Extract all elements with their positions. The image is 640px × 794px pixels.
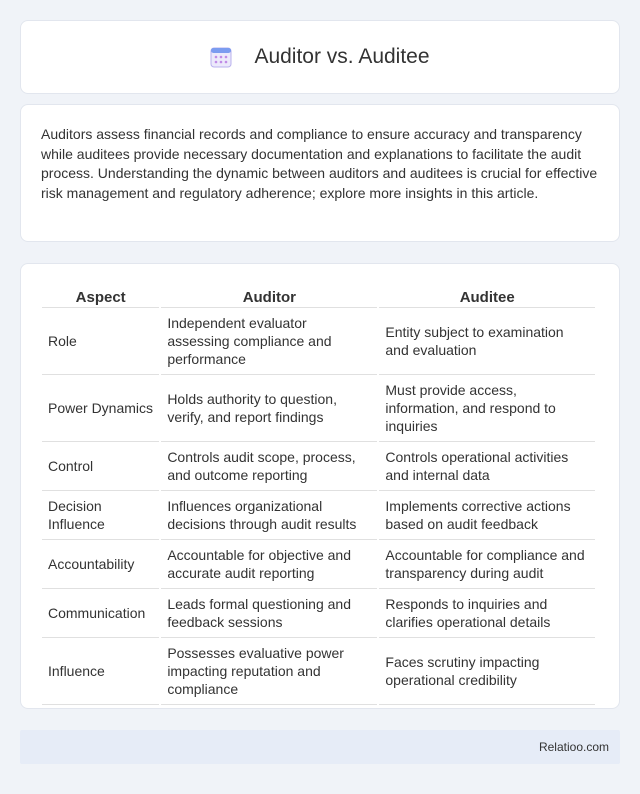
calendar-icon <box>210 46 232 68</box>
table-header-row <box>42 284 595 308</box>
cell-aspect: Decision Influence <box>42 491 159 540</box>
cell-auditee: Controls operational activities and internal data <box>379 442 595 491</box>
table-row <box>42 308 595 375</box>
footer-site: Relatioo.com <box>538 740 609 754</box>
comparison-table <box>40 284 597 705</box>
cell-aspect: Influence <box>42 638 159 705</box>
cell-auditor: Possesses evaluative power impacting reputation and compliance <box>161 638 377 705</box>
cell-auditee: Accountable for compliance and transparency during audit <box>379 540 595 589</box>
cell-auditee: Faces scrutiny impacting operational credibility <box>379 638 595 705</box>
page-title: Auditor vs. Auditee <box>254 45 430 68</box>
cell-auditee: Responds to inquiries and clarifies operational details <box>379 589 595 638</box>
cell-aspect: Accountability <box>42 540 159 589</box>
cell-aspect: Control <box>42 442 159 491</box>
cell-aspect: Power Dynamics <box>42 375 159 442</box>
intro-text: Auditors assess financial records and compliance to ensure accuracy and transparency while auditees provide necessary documentation and explanations to facilitate the audit process. Understanding the dynamic between auditors and auditees is crucial for effective risk management and regulatory adherence; explore more insights in this article. <box>41 126 598 201</box>
cell-auditee: Entity subject to examination and evaluation <box>379 308 595 375</box>
cell-aspect: Communication <box>42 589 159 638</box>
table-row <box>42 540 595 589</box>
cell-auditor: Leads formal questioning and feedback sessions <box>161 589 377 638</box>
table-row <box>42 589 595 638</box>
cell-auditor: Controls audit scope, process, and outcome reporting <box>161 442 377 491</box>
table-row <box>42 491 595 540</box>
table-row <box>42 442 595 491</box>
footer <box>20 730 620 764</box>
cell-auditee: Must provide access, information, and respond to inquiries <box>379 375 595 442</box>
cell-aspect: Role <box>42 308 159 375</box>
cell-auditor: Holds authority to question, verify, and report findings <box>161 375 377 442</box>
header-aspect: Aspect <box>42 284 159 308</box>
cell-auditor: Influences organizational decisions through audit results <box>161 491 377 540</box>
table-card <box>20 263 620 709</box>
table-row <box>42 638 595 705</box>
intro-card <box>20 104 620 242</box>
cell-auditee: Implements corrective actions based on audit feedback <box>379 491 595 540</box>
header-auditor: Auditor <box>161 284 377 308</box>
cell-auditor: Accountable for objective and accurate audit reporting <box>161 540 377 589</box>
header-auditee: Auditee <box>379 284 595 308</box>
cell-auditor: Independent evaluator assessing compliance and performance <box>161 308 377 375</box>
title-card <box>20 20 620 94</box>
table-row <box>42 375 595 442</box>
